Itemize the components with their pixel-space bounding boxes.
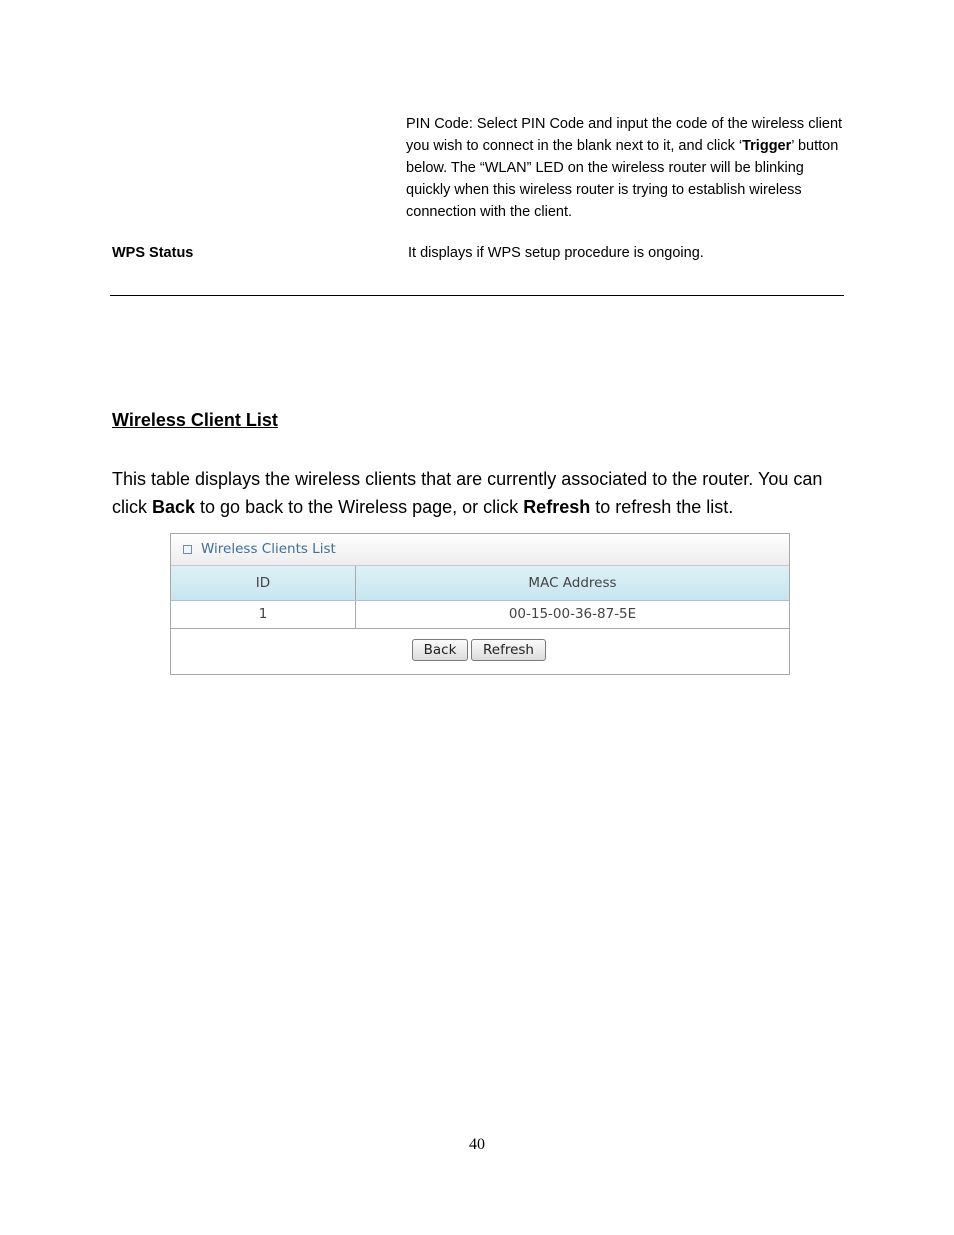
client-mac-cell: 00-15-00-36-87-5E [508, 606, 637, 622]
panel-title-bar [171, 534, 789, 566]
wps-status-label: WPS Status [112, 245, 194, 261]
wps-status-description: It displays if WPS setup procedure is ongoing. [408, 245, 704, 261]
trigger-emphasis: Trigger [742, 138, 792, 154]
page-number: 40 [469, 1136, 485, 1153]
column-header-mac-address: MAC Address [528, 575, 617, 591]
back-button[interactable]: Back [412, 639, 468, 661]
button-bar [171, 629, 789, 674]
pin-code-description [406, 113, 846, 223]
table-header-row [171, 566, 789, 601]
client-id-cell: 1 [258, 606, 268, 622]
intro-text-end: to refresh the list. [590, 497, 734, 517]
pin-code-text: PIN Code: Select PIN Code and input the code of the wireless client you wish to connect in the blank next to it, and click ‘ [406, 116, 843, 154]
section-divider [110, 295, 844, 296]
intro-paragraph [112, 465, 842, 521]
table-row [171, 601, 789, 629]
intro-text-mid: to go back to the Wireless page, or click [195, 497, 524, 517]
back-emphasis: Back [152, 497, 196, 517]
square-bullet-icon [183, 545, 192, 554]
intro-text: This table displays the wireless clients that are currently associated to the router. You can click [112, 469, 823, 517]
refresh-emphasis: Refresh [523, 497, 591, 517]
wireless-clients-panel [170, 533, 790, 675]
panel-title: Wireless Clients List [201, 541, 336, 557]
column-header-id: ID [255, 575, 271, 591]
refresh-button[interactable]: Refresh [471, 639, 546, 661]
pin-code-text-continued: ’ button below. The “WLAN” LED on the wireless router will be blinking quickly when this wireless router is trying to establish wireless connection with the client. [406, 138, 839, 220]
section-heading: Wireless Client List [112, 410, 278, 430]
